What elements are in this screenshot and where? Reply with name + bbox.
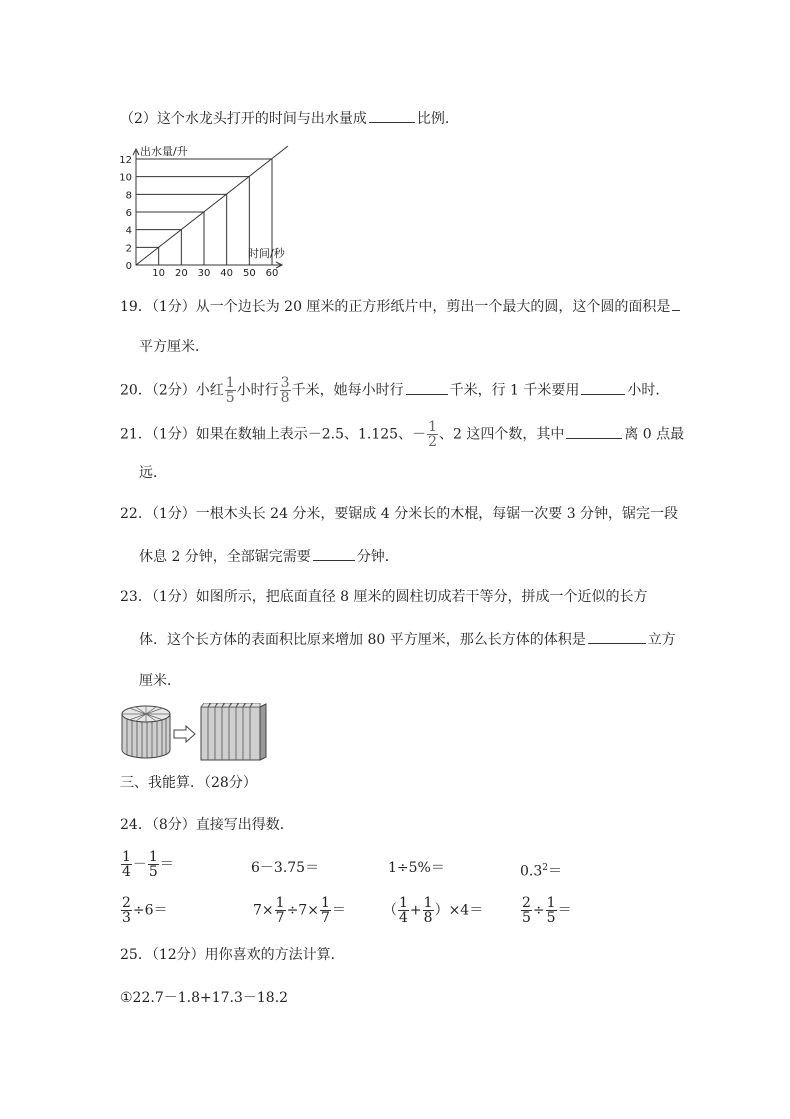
question-22-cont: 休息 2 分钟，全部锯完需要 分钟． — [139, 546, 399, 567]
fraction-1-2: $\frac{1}{2}$ — [428, 419, 437, 450]
y-tick-4: 4 — [125, 225, 132, 237]
water-flow-chart — [118, 141, 298, 276]
answer-blank[interactable] — [313, 546, 355, 561]
expr-4: $0.3^2=$ — [520, 863, 562, 880]
y-tick-0: 0 — [125, 261, 132, 272]
data-point-40 — [226, 194, 227, 195]
expr-2: 6－3.75＝ — [251, 860, 320, 876]
section-title: 三、我能算．（28分） — [120, 775, 257, 791]
y-axis-label: 出水量/升 — [140, 145, 188, 158]
expr-7: （ $\frac{1}{4}$ + $\frac{1}{8}$ ）×4＝ — [383, 895, 484, 926]
y-tick-8: 8 — [125, 190, 132, 202]
answer-blank[interactable] — [672, 296, 680, 311]
expr-3: 1÷5%＝ — [388, 860, 445, 876]
question-21: 21．（1分）如果在数轴上表示－2.5、1.125、－ $\frac{1}{2}$ 、2 这四个数，其中 离 0 点最 — [120, 419, 685, 450]
question-21-cont: 远． — [139, 465, 167, 481]
cylinder-icon — [122, 706, 170, 758]
fraction-3-8: $\frac{3}{8}$ — [280, 375, 290, 406]
question-20: 20．（2分）小红 $\frac{1}{5}$ 小时行 $\frac{3}{8}$ 千米，她每小时行 千米，行 1 千米要用 小时． — [120, 375, 670, 406]
answer-blank[interactable] — [369, 108, 415, 123]
data-point-0 — [136, 265, 137, 266]
x-tick-40: 40 — [220, 268, 234, 276]
expr-8: $\frac{2}{5}$ ÷ $\frac{1}{5}$ ＝ — [522, 895, 572, 926]
data-point-50 — [249, 176, 250, 177]
expr-6: 7× $\frac{1}{7}$ ÷7× $\frac{1}{7}$ ＝ — [253, 895, 346, 926]
question-25-item-1: ①22.7－1.8+17.3－18.2 — [120, 990, 289, 1006]
data-point-60 — [272, 159, 273, 160]
answer-blank[interactable] — [406, 380, 448, 395]
y-tick-10: 10 — [119, 172, 132, 184]
question-19: 19．（1分）从一个边长为 20 厘米的正方形纸片中，剪出一个最大的圆，这个圆的面积是 — [120, 296, 682, 317]
fraction-1-5: $\frac{1}{5}$ — [225, 375, 235, 406]
y-tick-12: 12 — [119, 155, 132, 166]
question-23-line2: 体．这个长方体的表面积比原来增加 80 平方厘米，那么长方体的体积是 立方 — [139, 629, 676, 650]
question-23-cont: 厘米． — [139, 673, 181, 689]
data-point-20 — [181, 229, 182, 230]
question-23: 23．（1分）如图所示，把底面直径 8 厘米的圆柱切成若干等分，拼成一个近似的长方 — [120, 589, 648, 605]
cuboid-icon — [201, 703, 266, 760]
expr-5: $\frac{2}{3}$ ÷6＝ — [122, 895, 168, 926]
x-tick-50: 50 — [242, 268, 256, 276]
question-22: 22．（1分）一根木头长 24 分米，要锯成 4 分米长的木棍，每锯一次要 3 分钟，锯完一段 — [120, 506, 679, 522]
question-19-cont: 平方厘米． — [139, 339, 209, 355]
answer-blank[interactable] — [581, 380, 625, 395]
cylinder-to-cuboid-figure — [120, 703, 270, 761]
x-axis-label: 时间/秒 — [248, 247, 285, 260]
x-tick-20: 20 — [174, 268, 188, 276]
y-tick-6: 6 — [125, 208, 132, 219]
answer-blank[interactable] — [588, 629, 646, 644]
x-tick-30: 30 — [197, 268, 211, 276]
x-tick-10: 10 — [152, 268, 166, 276]
y-tick-2: 2 — [125, 243, 132, 255]
data-point-10 — [158, 247, 159, 248]
question-24-title: 24．（8分）直接写出得数． — [120, 817, 294, 833]
q18-part2: （2）这个水龙头打开的时间与出水量成 比例． — [120, 108, 459, 129]
answer-blank[interactable] — [566, 424, 622, 439]
arrow-right-icon — [174, 726, 195, 742]
expr-1: $\frac{1}{4}$ － $\frac{1}{5}$ ＝ — [122, 849, 174, 880]
x-tick-60: 60 — [265, 268, 279, 276]
question-25-title: 25．（12分）用你喜欢的方法计算． — [120, 947, 345, 963]
data-point-30 — [204, 212, 205, 213]
